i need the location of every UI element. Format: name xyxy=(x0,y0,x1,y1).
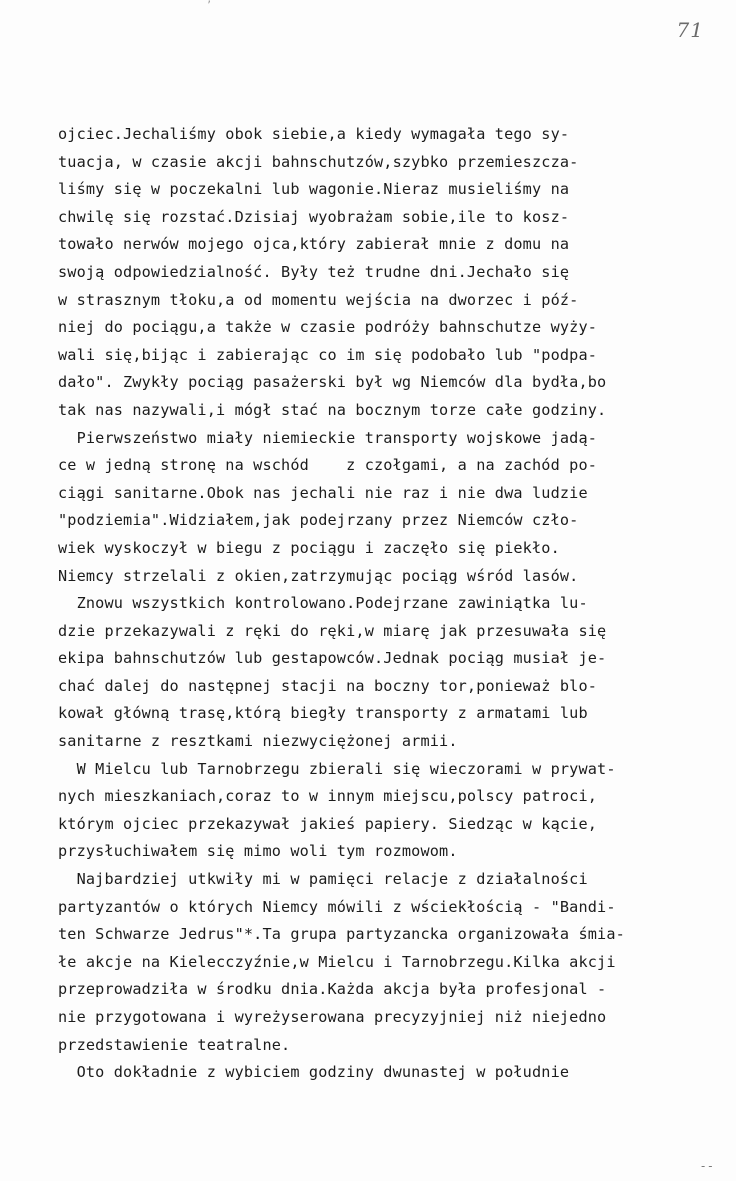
text-line: dzie przekazywali z ręki do ręki,w miarę jak przesuwała się xyxy=(58,621,607,640)
text-line: którym ojciec przekazywał jakieś papiery. Siedząc w kącie, xyxy=(58,814,598,833)
stray-mark-bottom: -- xyxy=(699,1159,714,1173)
text-line: kował główną trasę,którą biegły transporty z armatami lub xyxy=(58,704,588,723)
text-line: nych mieszkaniach,coraz to w innym miejscu,polscy patroci, xyxy=(58,787,598,806)
text-line: Pierwszeństwo miały niemieckie transporty wojskowe jadą- xyxy=(58,428,598,447)
text-line: Najbardziej utkwiły mi w pamięci relacje z działalności xyxy=(58,870,588,889)
text-line: przeprowadziła w środku dnia.Każda akcja była profesjonal - xyxy=(58,980,607,999)
text-line: W Mielcu lub Tarnobrzegu zbierali się wieczorami w prywat- xyxy=(58,759,616,778)
text-line: "podziemia".Widziałem,jak podejrzany przez Niemców czło- xyxy=(58,511,579,530)
text-line: chwilę się rozstać.Dzisiaj wyobrażam sobie,ile to kosz- xyxy=(58,207,570,226)
text-line: Znowu wszystkich kontrolowano.Podejrzane zawiniątka lu- xyxy=(58,594,588,613)
text-line: przysłuchiwałem się mimo woli tym rozmowom. xyxy=(58,842,458,861)
text-line: niej do pociągu,a także w czasie podróży bahnschutze wyży- xyxy=(58,318,598,337)
text-line: Oto dokładnie z wybiciem godziny dwunastej w południe xyxy=(58,1063,570,1082)
text-line: chać dalej do następnej stacji na boczny tor,ponieważ blo- xyxy=(58,676,598,695)
text-line: ce w jedną stronę na wschód z czołgami, a na zachód po- xyxy=(58,456,598,475)
text-line: ojciec.Jechaliśmy obok siebie,a kiedy wymagała tego sy- xyxy=(58,125,570,143)
text-line: przedstawienie teatralne. xyxy=(58,1035,291,1054)
text-line: Niemcy strzelali z okien,zatrzymując pociąg wśród lasów. xyxy=(58,566,579,585)
text-line: swoją odpowiedzialność. Były też trudne dni.Jechało się xyxy=(58,262,570,281)
text-line: wali się,bijąc i zabierając co im się podobało lub "podpa- xyxy=(58,345,598,364)
text-line: partyzantów o których Niemcy mówili z wściekłością - "Bandi- xyxy=(58,897,616,916)
stray-mark-top: ’ xyxy=(206,0,213,11)
text-line: ten Schwarze Jedrus"*.Ta grupa partyzancka organizowała śmia- xyxy=(58,925,625,944)
text-line: tuacja, w czasie akcji bahnschutzów,szybko przemieszcza- xyxy=(58,152,579,171)
text-line: towało nerwów mojego ojca,który zabierał mnie z domu na xyxy=(58,235,570,254)
text-line: wiek wyskoczył w biegu z pociągu i zaczęło się piekło. xyxy=(58,538,560,557)
text-line: w strasznym tłoku,a od momentu wejścia na dworzec i póź- xyxy=(58,290,579,309)
text-line: ekipa bahnschutzów lub gestapowców.Jednak pociąg musiał je- xyxy=(58,649,607,668)
text-line: tak nas nazywali,i mógł stać na bocznym torze całe godziny. xyxy=(58,400,607,419)
text-line: liśmy się w poczekalni lub wagonie.Nieraz musieliśmy na xyxy=(58,180,570,199)
text-line: sanitarne z resztkami niezwyciężonej armii. xyxy=(58,732,458,751)
text-line: nie przygotowana i wyreżyserowana precyzyjniej niż niejedno xyxy=(58,1008,607,1026)
page-number: 71 xyxy=(676,18,704,42)
text-line: łe akcje na Kielecczyźnie,w Mielcu i Tarnobrzegu.Kilka akcji xyxy=(58,952,616,971)
text-line: ciągi sanitarne.Obok nas jechali nie raz i nie dwa ludzie xyxy=(58,483,588,502)
text-line: dało". Zwykły pociąg pasażerski był wg Niemców dla bydła,bo xyxy=(58,373,607,392)
text-body xyxy=(58,121,722,1087)
